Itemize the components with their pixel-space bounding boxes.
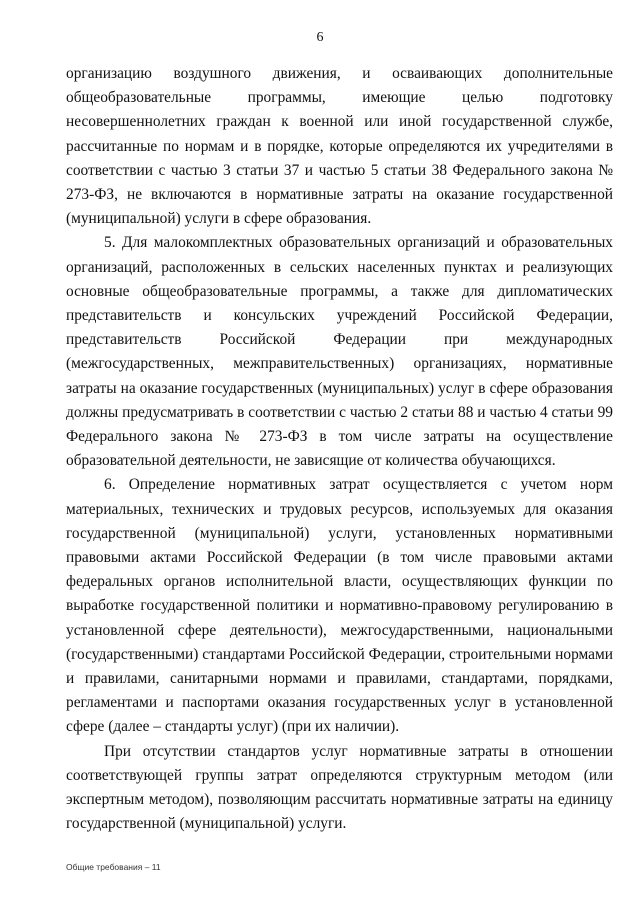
document-body: [66, 62, 613, 837]
paragraph-6: 6. Определение нормативных затрат осуществляется с учетом норм материальных, технических и трудовых ресурсов, используемых для оказания государственной (муниципальной) услуги, установленных нормативными правовыми актами Российской Федерации (в том числе правовыми актами федеральных органов исполнительной власти, осуществляющих функции по выработке государственной политики и нормативно-правовому регулированию в установленной сфере деятельности), межгосударственными, национальными (государственными) стандартами Российской Федерации, строительными нормами и правилами, санитарными нормами и правилами, стандартами, порядками, регламентами и паспортами оказания государственных услуг в установленной сфере (далее – стандарты услуг) (при их наличии).: [66, 476, 613, 736]
paragraph-6-continuation: При отсутствии стандартов услуг нормативные затраты в отношении соответствующей группы затрат определяются структурным методом (или экспертным методом), позволяющим рассчитать нормативные затраты на единицу государственной (муниципальной) услуги.: [66, 742, 613, 833]
footer-note: Общие требования – 11: [66, 862, 161, 872]
paragraph-5: 5. Для малокомплектных образовательных организаций и образовательных организаций, расположенных в сельских населенных пунктах и реализующих основные общеобразовательные программы, а также для дипломатических представительств и консульских учреждений Российской Федерации, представительств Российской Федерации при международных (межгосударственных, межправительственных) организациях, нормативные затраты на оказание государственных (муниципальных) услуг в сфере образования должны предусматривать в соответствии с частью 2 статьи 88 и частью 4 статьи 99 Федерального закона № 273-ФЗ в том числе затраты на осуществление образовательной деятельности, не зависящие от количества обучающихся.: [66, 234, 613, 470]
paragraph-continuation: организацию воздушного движения, и осваивающих дополнительные общеобразовательные программы, имеющие целью подготовку несовершеннолетних граждан к военной или иной государственной службе, рассчитанные по нормам и в порядке, которые определяются их учредителями в соответствии с частью 3 статьи 37 и частью 5 статьи 38 Федерального закона № 273-ФЗ, не включаются в нормативные затраты на оказание государственной (муниципальной) услуги в сфере образования.: [66, 65, 613, 228]
page-number: 6: [316, 30, 324, 45]
